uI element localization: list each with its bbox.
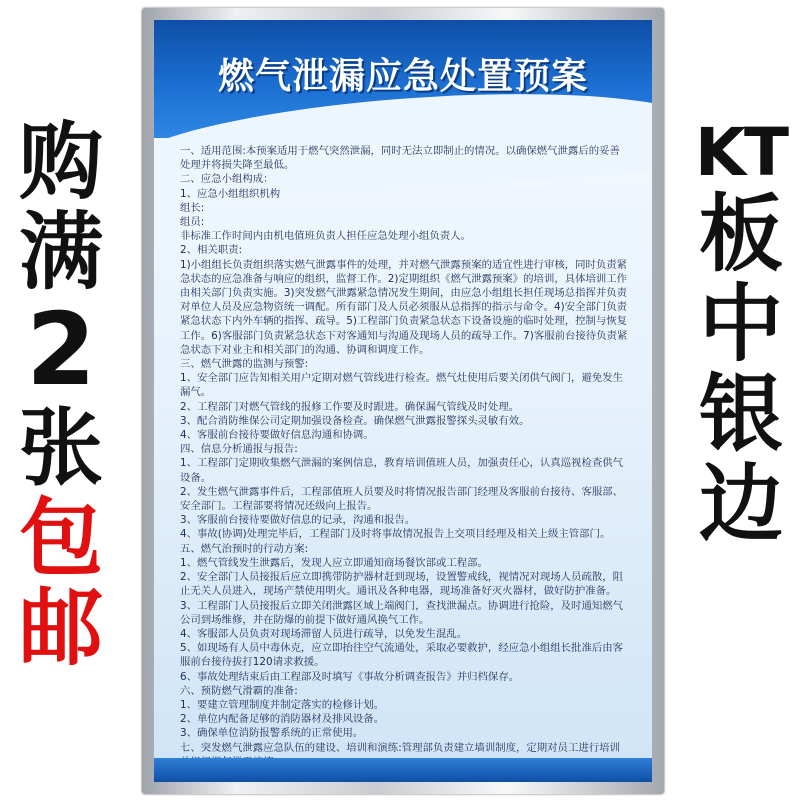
body-line: 一、适用范围:本预案适用于燃气突然泄漏，同时无法立即制止的情况。以确保燃气泄露后的妥善处理并将损失降至最低。 bbox=[180, 145, 620, 172]
product-char: 边 bbox=[698, 455, 783, 553]
promo-char: 2 bbox=[26, 291, 96, 408]
body-line: 2、工程部门对燃气管线的报修工作要及时跟进。确保漏气管线及时处理。 bbox=[180, 400, 520, 413]
body-line: 2、安全部门人员接报后应立即携带防护器材赶到现场，设置警戒线，视情况对现场人员疏散，阻止无关人员进入，现场产禁使用明火。通讯及各种电器，现场准备好灭火器材，做好防护准备。 bbox=[180, 571, 624, 598]
body-line: 3、客服前台接待要做好信息的记录，沟通和报告。 bbox=[180, 514, 416, 527]
body-line: 1、工程部门定期收集燃气泄漏的案例信息，教育培训值班人员，加强责任心，认真巡视检查供气设备。 bbox=[180, 457, 624, 484]
body-line: 2、相关职责: bbox=[180, 244, 243, 257]
body-line: 5、如现场有人员中毒休克，应立即抬往空气流通处，采取必要救护，经应急小组组长批准后由客服前台接待拔打120请求救援。 bbox=[180, 642, 624, 669]
body-line: 五、燃气治预时的行动方案: bbox=[180, 542, 309, 555]
body-line: 1、燃气管线发生泄露后，发现人应立即通知商场餐饮部或工程部。 bbox=[180, 556, 488, 569]
poster-header bbox=[154, 20, 652, 138]
body-line: 四、信息分析通报与报告: bbox=[180, 443, 298, 456]
poster-board bbox=[154, 20, 652, 782]
body-line: 组长: bbox=[180, 201, 205, 214]
promo-char: 购 bbox=[18, 113, 103, 211]
body-line: 1、要建立管理制度并制定落实的检修计划。 bbox=[180, 698, 385, 711]
poster-footer-bar bbox=[154, 758, 652, 782]
body-line: 六、预防燃气滑霸的准备: bbox=[180, 684, 298, 697]
body-line: 非标准工作时间内由机电值班负责人担任应急处理小组负责人。 bbox=[180, 230, 471, 243]
poster-title: 燃气泄漏应急处置预案 bbox=[217, 56, 588, 97]
body-line: 2、发生燃气泄露事件后，工程部值班人员要及时将情况报告部门经理及客服前台接待、客服部、安全部门。工程部要将情况还级向上报告。 bbox=[180, 485, 624, 513]
promo-char: 包 bbox=[18, 489, 103, 587]
body-line: 4、客服部人员负责对现场滞留人员进行疏导，以免发生混乱。 bbox=[180, 627, 468, 640]
product-char: 板 bbox=[698, 185, 783, 283]
body-line: 1、安全部门应告知相关用户定期对燃气管线进行检查。燃气灶使用后要关闭供气阀门，避免发生漏气。 bbox=[180, 372, 624, 399]
product-column-right bbox=[686, 114, 796, 553]
body-line: 二、应急小组构成： bbox=[180, 173, 274, 186]
body-line: 3、配合消防维保公司定期加强设备检查。确保燃气泄露报警探头灵敏有效。 bbox=[180, 414, 530, 427]
body-line: 七、突发燃气泄露应急队伍的建设、培训和演练:管理部负责建立墙训制度，定期对员工进行培训 bbox=[180, 741, 620, 754]
body-line: 4、事故(协调)处理完毕后，工程部门及时将事故情况报告上交项目经理及相关上级主管部门。 bbox=[180, 528, 611, 541]
promo-column-left bbox=[6, 113, 116, 677]
body-line: 4、客服前台接待要做好信息沟通和协调。 bbox=[180, 429, 374, 442]
promo-char: 张 bbox=[18, 399, 103, 497]
product-char: 银 bbox=[698, 365, 783, 463]
body-line: 组员: bbox=[180, 216, 205, 229]
body-line: 3、工程部门人员接报后立即关闭泄露区域上端阀门，查找泄漏点。协调进行抢险，及时通知燃气公司到场维修，并在防爆的前提下做好通风换气工作。 bbox=[180, 599, 624, 626]
body-line: 1)小组组长负责组织落实燃气泄露事件的处理，并对燃气泄露预案的适宜性进行审核，同时负责紧急状态的应急准备与响应的组织，监督工作。2)定期组织《燃气泄露预案》的培训，具体培训工作由相关部门负责实施。3)突发燃气泄露紧急情况发生期间，由应急小组组长担任现场总指挥并负责对单位人员及应急物资统一调配。所有部门及人员必须服从总指挥的指示与命令。4)安全部门负责紧急状态下内外车辆的指挥、疏导。5)工程部门负责紧急状态下设备设施的临时处理，控制与恢复工作。6)客服部门负责紧急状态下对客通知与沟通及现场人员的疏导工作。7)客服前台接待负责紧急状态下对业主和相关部门的沟通、协调和调度工作。 bbox=[180, 258, 628, 356]
poster-body bbox=[180, 144, 630, 769]
body-line: 2、单位内配备足够的消防器材及排风设备。 bbox=[180, 713, 385, 726]
promo-char: 满 bbox=[18, 203, 103, 301]
promo-char: 邮 bbox=[18, 579, 103, 677]
body-line: 6、事故处理结束后由工程部及时填写《事故分析调查报告》并归档保存。 bbox=[180, 670, 520, 683]
body-line: 1、应急小组组织机构 bbox=[180, 187, 281, 200]
body-line: 三、燃气泄露的监测与预警: bbox=[180, 358, 309, 371]
product-char: KT bbox=[694, 114, 788, 191]
body-line: 3、确保单位消防报警系统的正常使用。 bbox=[180, 727, 364, 740]
product-char: 中 bbox=[698, 275, 783, 373]
